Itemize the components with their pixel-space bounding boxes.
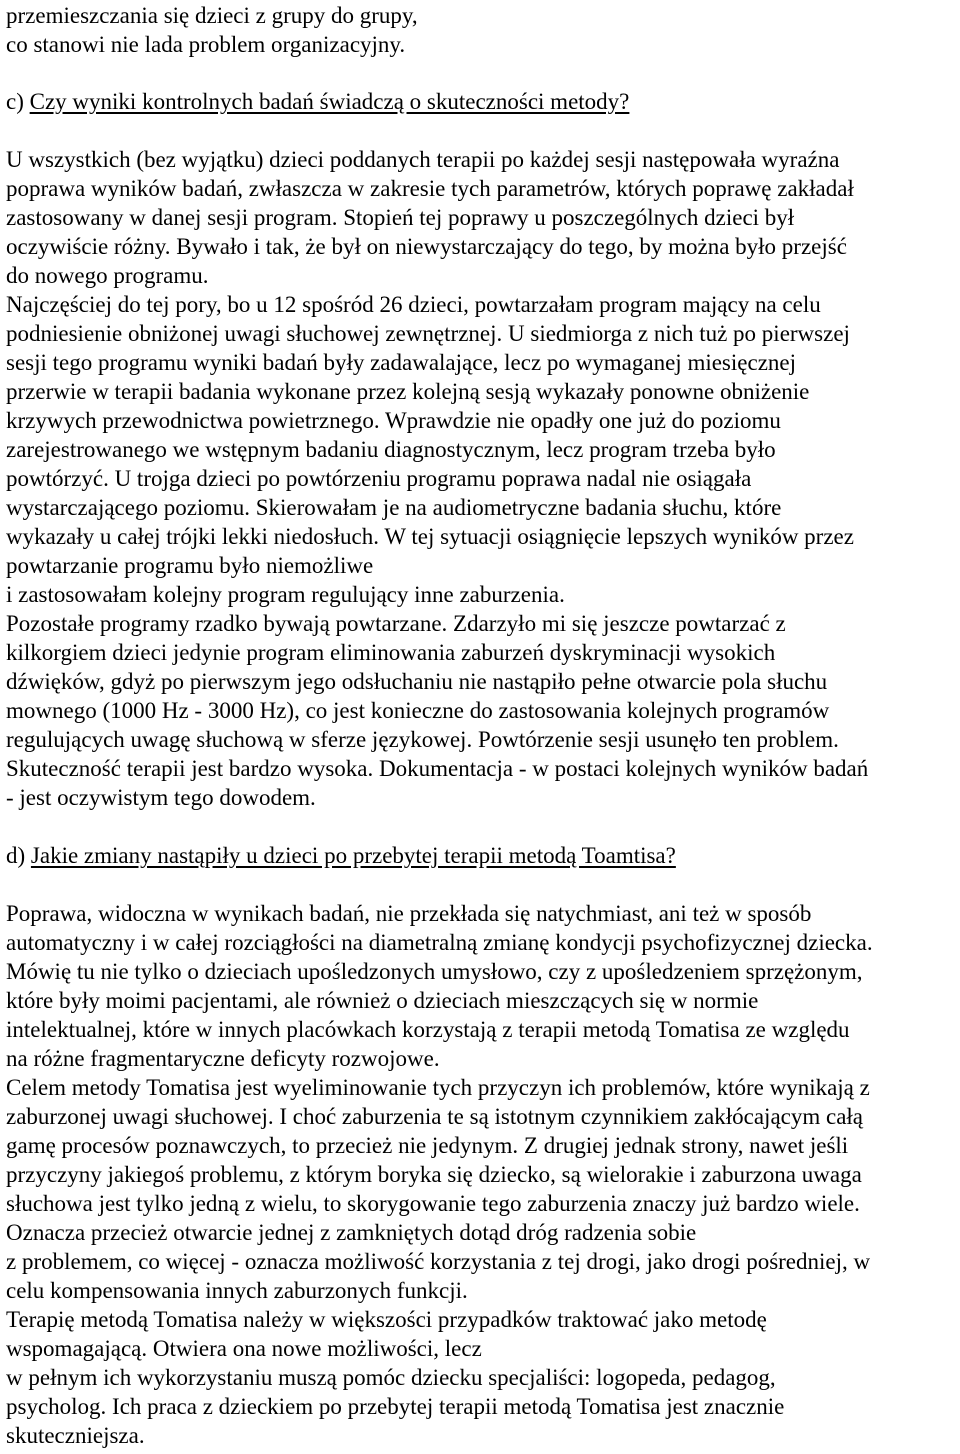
text-line: podniesienie obniżonej uwagi słuchowej zewnętrznej. U siedmiorga z nich tuż po pierwszej xyxy=(6,321,850,346)
text-line: przemieszczania się dzieci z grupy do grupy, xyxy=(6,3,418,28)
text-line: Najczęściej do tej pory, bo u 12 spośród 26 dzieci, powtarzałam program mający na celu xyxy=(6,292,821,317)
text-line: mownego (1000 Hz - 3000 Hz), co jest konieczne do zastosowania kolejnych programów xyxy=(6,698,830,723)
text-line: regulujących uwagę słuchową w sferze językowej. Powtórzenie sesji usunęło ten problem. xyxy=(6,727,839,752)
text-line: słuchowa jest tylko jedną z wielu, to skorygowanie tego zaburzenia znaczy już bardzo wiele. xyxy=(6,1191,860,1216)
question-c-text: Czy wyniki kontrolnych badań świadczą o skuteczności metody? xyxy=(29,89,630,114)
text-line: powtórzyć. U trojga dzieci po powtórzeniu programu poprawa nadal nie osiągała xyxy=(6,466,752,491)
text-line: co stanowi nie lada problem organizacyjny. xyxy=(6,32,406,57)
text-line: Poprawa, widoczna w wynikach badań, nie przekłada się natychmiast, ani też w sposób xyxy=(6,901,812,926)
text-line: zaburzonej uwagi słuchowej. I choć zaburzenia te są istotnym czynnikiem zakłócającym całą xyxy=(6,1104,864,1129)
question-d-prefix: d) xyxy=(6,843,31,868)
text-line: celu kompensowania innych zaburzonych funkcji. xyxy=(6,1278,468,1303)
text-line: powtarzanie programu było niemożliwe xyxy=(6,553,374,578)
text-line: zarejestrowanego we wstępnym badaniu diagnostycznym, lecz program trzeba było xyxy=(6,437,776,462)
text-line: z problemem, co więcej - oznacza możliwość korzystania z tej drogi, jako drogi pośredniej, w xyxy=(6,1249,871,1274)
text-line: w pełnym ich wykorzystaniu muszą pomóc dziecku specjaliści: logopeda, pedagog, xyxy=(6,1365,776,1390)
text-line: Pozostałe programy rzadko bywają powtarzane. Zdarzyło mi się jeszcze powtarzać z xyxy=(6,611,786,636)
text-line: krzywych przewodnictwa powietrznego. Wprawdzie nie opadły one już do poziomu xyxy=(6,408,781,433)
text-line: Mówię tu nie tylko o dzieciach upośledzonych umysłowo, czy z upośledzeniem sprzężonym, xyxy=(6,959,863,984)
text-line: dźwięków, gdyż po pierwszym jego odsłuchaniu nie nastąpiło pełne otwarcie pola słuchu xyxy=(6,669,828,694)
text-line: kilkorgiem dzieci jedynie program eliminowania zaburzeń dyskryminacji wysokich xyxy=(6,640,776,665)
text-line: skuteczniejsza. xyxy=(6,1423,145,1448)
text-line: oczywiście różny. Bywało i tak, że był on niewystarczający do tego, by można było przejść xyxy=(6,234,847,259)
text-line: sesji tego programu wyniki badań były zadawalające, lecz po wymaganej miesięcznej xyxy=(6,350,796,375)
text-line: wspomagającą. Otwiera ona nowe możliwości, lecz xyxy=(6,1336,482,1361)
text-line: wykazały u całej trójki lekki niedosłuch. W tej sytuacji osiągnięcie lepszych wyników przez xyxy=(6,524,854,549)
text-line: - jest oczywistym tego dowodem. xyxy=(6,785,316,810)
text-line: przerwie w terapii badania wykonane przez kolejną sesją wykazały ponowne obniżenie xyxy=(6,379,810,404)
question-c-heading xyxy=(6,89,629,115)
text-line: automatyczny i w całej rozciągłości na diametralną zmianę kondycji psychofizycznej dziecka. xyxy=(6,930,873,955)
text-line: do nowego programu. xyxy=(6,263,209,288)
text-line: na różne fragmentaryczne deficyty rozwojowe. xyxy=(6,1046,440,1071)
text-line: i zastosowałam kolejny program regulujący inne zaburzenia. xyxy=(6,582,565,607)
text-line: przyczyny jakiegoś problemu, z którym boryka się dziecko, są wielorakie i zaburzona uwaga xyxy=(6,1162,862,1187)
question-d-text: Jakie zmiany nastąpiły u dzieci po przebytej terapii metodą Toamtisa? xyxy=(30,843,676,868)
text-line: które były moimi pacjentami, ale również o dzieciach mieszczących się w normie xyxy=(6,988,759,1013)
text-line: Celem metody Tomatisa jest wyeliminowanie tych przyczyn ich problemów, które wynikają z xyxy=(6,1075,870,1100)
text-line: Oznacza przecież otwarcie jednej z zamkniętych dotąd dróg radzenia sobie xyxy=(6,1220,697,1245)
text-line: Terapię metodą Tomatisa należy w większości przypadków traktować jako metodę xyxy=(6,1307,767,1332)
text-line: wystarczającego poziomu. Skierowałam je na audiometryczne badania słuchu, które xyxy=(6,495,782,520)
text-line: U wszystkich (bez wyjątku) dzieci poddanych terapii po każdej sesji następowała wyraźna xyxy=(6,147,840,172)
question-d-heading xyxy=(6,843,676,869)
text-line: zastosowany w danej sesji program. Stopień tej poprawy u poszczególnych dzieci był xyxy=(6,205,795,230)
text-line: poprawa wyników badań, zwłaszcza w zakresie tych parametrów, których poprawę zakładał xyxy=(6,176,854,201)
text-line: gamę procesów poznawczych, to przecież nie jedynym. Z drugiej jednak strony, nawet jeśli xyxy=(6,1133,849,1158)
text-line: psycholog. Ich praca z dzieckiem po przebytej terapii metodą Tomatisa jest znacznie xyxy=(6,1394,785,1419)
question-c-prefix: c) xyxy=(6,89,30,114)
text-line: Skuteczność terapii jest bardzo wysoka. Dokumentacja - w postaci kolejnych wyników badań xyxy=(6,756,869,781)
text-line: intelektualnej, które w innych placówkach korzystają z terapii metodą Tomatisa ze względu xyxy=(6,1017,850,1042)
